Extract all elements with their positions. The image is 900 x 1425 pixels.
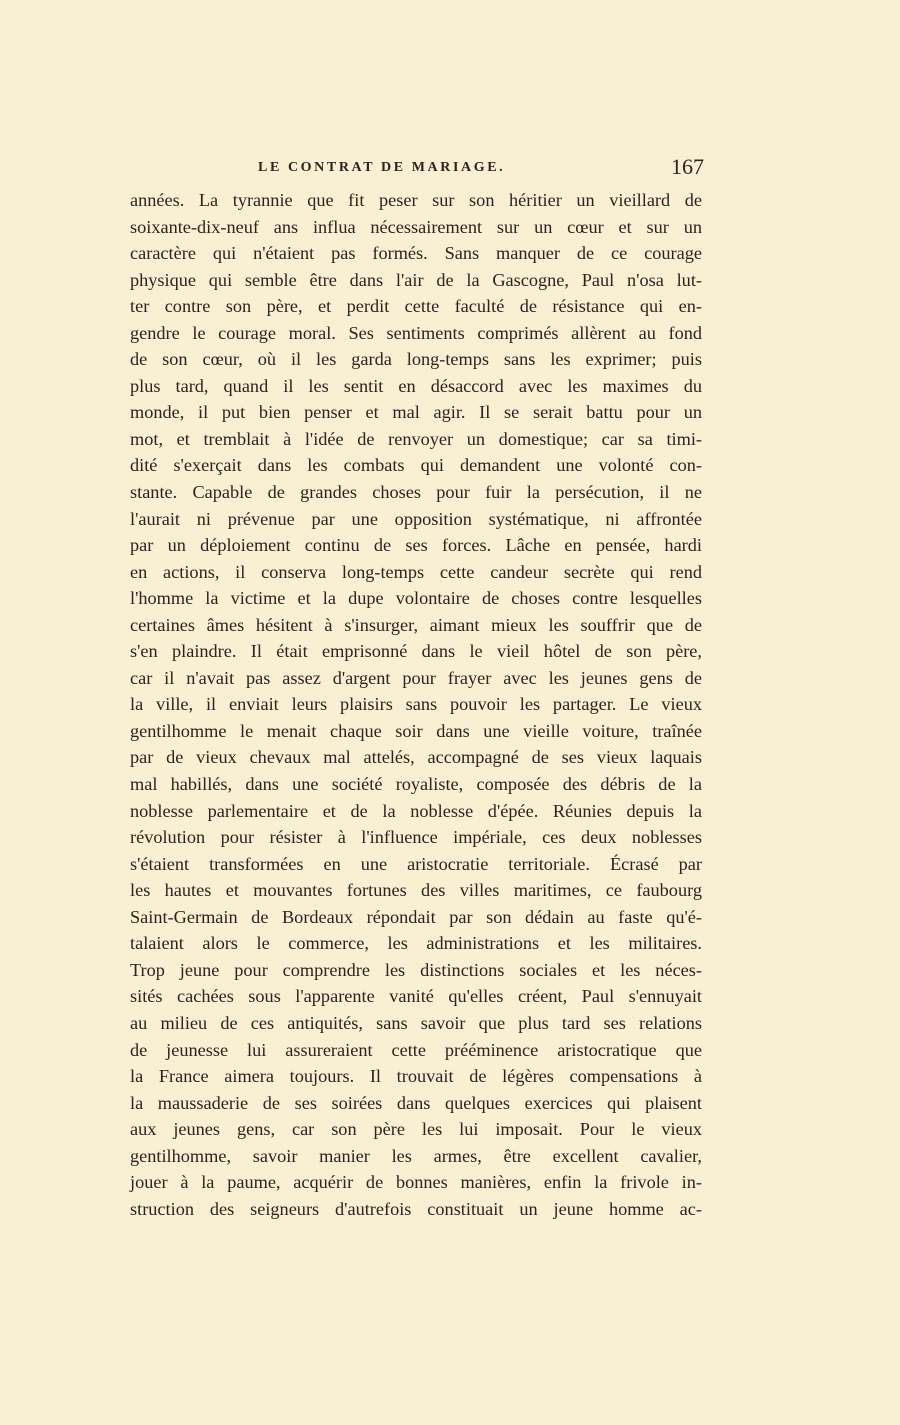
text-line: noblesse parlementaire et de la noblesse d'épée. Réunies depuis la bbox=[130, 800, 702, 821]
text-line: la maussaderie de ses soirées dans quelques exercices qui plaisent bbox=[130, 1092, 702, 1113]
text-line: en actions, il conserva long-temps cette candeur secrète qui rend bbox=[130, 561, 702, 582]
text-line: s'en plaindre. Il était emprisonné dans le vieil hôtel de son père, bbox=[130, 641, 702, 662]
text-line: Saint-Germain de Bordeaux répondait par son dédain au faste qu'é- bbox=[130, 906, 702, 927]
text-line: la France aimera toujours. Il trouvait de légères compensations à bbox=[130, 1066, 702, 1087]
text-line: soixante-dix-neuf ans influa nécessairement sur un cœur et sur un bbox=[130, 216, 702, 237]
text-line: car il n'avait pas assez d'argent pour frayer avec les jeunes gens de bbox=[130, 667, 702, 688]
text-line: années. La tyrannie que fit peser sur son héritier un vieillard de bbox=[130, 190, 702, 210]
page-number: 167 bbox=[671, 154, 704, 179]
text-line: par de vieux chevaux mal attelés, accompagné de ses vieux laquais bbox=[130, 747, 702, 768]
text-line: stante. Capable de grandes choses pour fuir la persécution, il ne bbox=[130, 482, 702, 503]
text-line: Trop jeune pour comprendre les distinctions sociales et les néces- bbox=[130, 959, 702, 980]
text-line: caractère qui n'étaient pas formés. Sans manquer de ce courage bbox=[130, 243, 702, 264]
text-line: révolution pour résister à l'influence impériale, ces deux noblesses bbox=[130, 827, 702, 848]
body-text bbox=[130, 187, 702, 1222]
text-line: jouer à la paume, acquérir de bonnes manières, enfin la frivole in- bbox=[130, 1172, 702, 1193]
text-line: gentilhomme, savoir manier les armes, être excellent cavalier, bbox=[130, 1145, 702, 1166]
text-line: gendre le courage moral. Ses sentiments comprimés allèrent au fond bbox=[130, 322, 702, 343]
text-line: talaient alors le commerce, les administrations et les militaires. bbox=[130, 933, 702, 954]
text-line: les hautes et mouvantes fortunes des villes maritimes, ce faubourg bbox=[130, 880, 702, 901]
text-line: au milieu de ces antiquités, sans savoir que plus tard ses relations bbox=[130, 1012, 702, 1033]
text-line: l'homme la victime et la dupe volontaire de choses contre lesquelles bbox=[130, 588, 702, 609]
text-line: mal habillés, dans une société royaliste, composée des débris de la bbox=[130, 774, 702, 795]
text-line: dité s'exerçait dans les combats qui demandent une volonté con- bbox=[130, 455, 702, 476]
text-line: par un déploiement continu de ses forces. Lâche en pensée, hardi bbox=[130, 535, 702, 556]
text-line: mot, et tremblait à l'idée de renvoyer un domestique; car sa timi- bbox=[130, 428, 702, 449]
text-line: plus tard, quand il les sentit en désaccord avec les maximes du bbox=[130, 375, 702, 396]
text-line: gentilhomme le menait chaque soir dans une vieille voiture, traînée bbox=[130, 720, 702, 741]
text-line: ter contre son père, et perdit cette faculté de résistance qui en- bbox=[130, 296, 702, 317]
text-line: certaines âmes hésitent à s'insurger, aimant mieux les souffrir que de bbox=[130, 614, 702, 635]
text-line: l'aurait ni prévenue par une opposition systématique, ni affrontée bbox=[130, 508, 702, 529]
page-header bbox=[130, 156, 704, 182]
text-line: aux jeunes gens, car son père les lui imposait. Pour le vieux bbox=[130, 1119, 702, 1140]
text-line: la ville, il enviait leurs plaisirs sans pouvoir les partager. Le vieux bbox=[130, 694, 702, 715]
text-line: de son cœur, où il les garda long-temps sans les exprimer; puis bbox=[130, 349, 702, 370]
text-line: monde, il put bien penser et mal agir. Il se serait battu pour un bbox=[130, 402, 702, 423]
text-line: struction des seigneurs d'autrefois constituait un jeune homme ac- bbox=[130, 1198, 702, 1219]
running-title: LE CONTRAT DE MARIAGE. bbox=[258, 160, 506, 175]
text-line: de jeunesse lui assureraient cette prééminence aristocratique que bbox=[130, 1039, 702, 1060]
text-line: physique qui semble être dans l'air de la Gascogne, Paul n'osa lut- bbox=[130, 269, 702, 290]
text-line: s'étaient transformées en une aristocratie territoriale. Écrasé par bbox=[130, 853, 702, 874]
text-line: sités cachées sous l'apparente vanité qu'elles créent, Paul s'ennuyait bbox=[130, 986, 702, 1007]
